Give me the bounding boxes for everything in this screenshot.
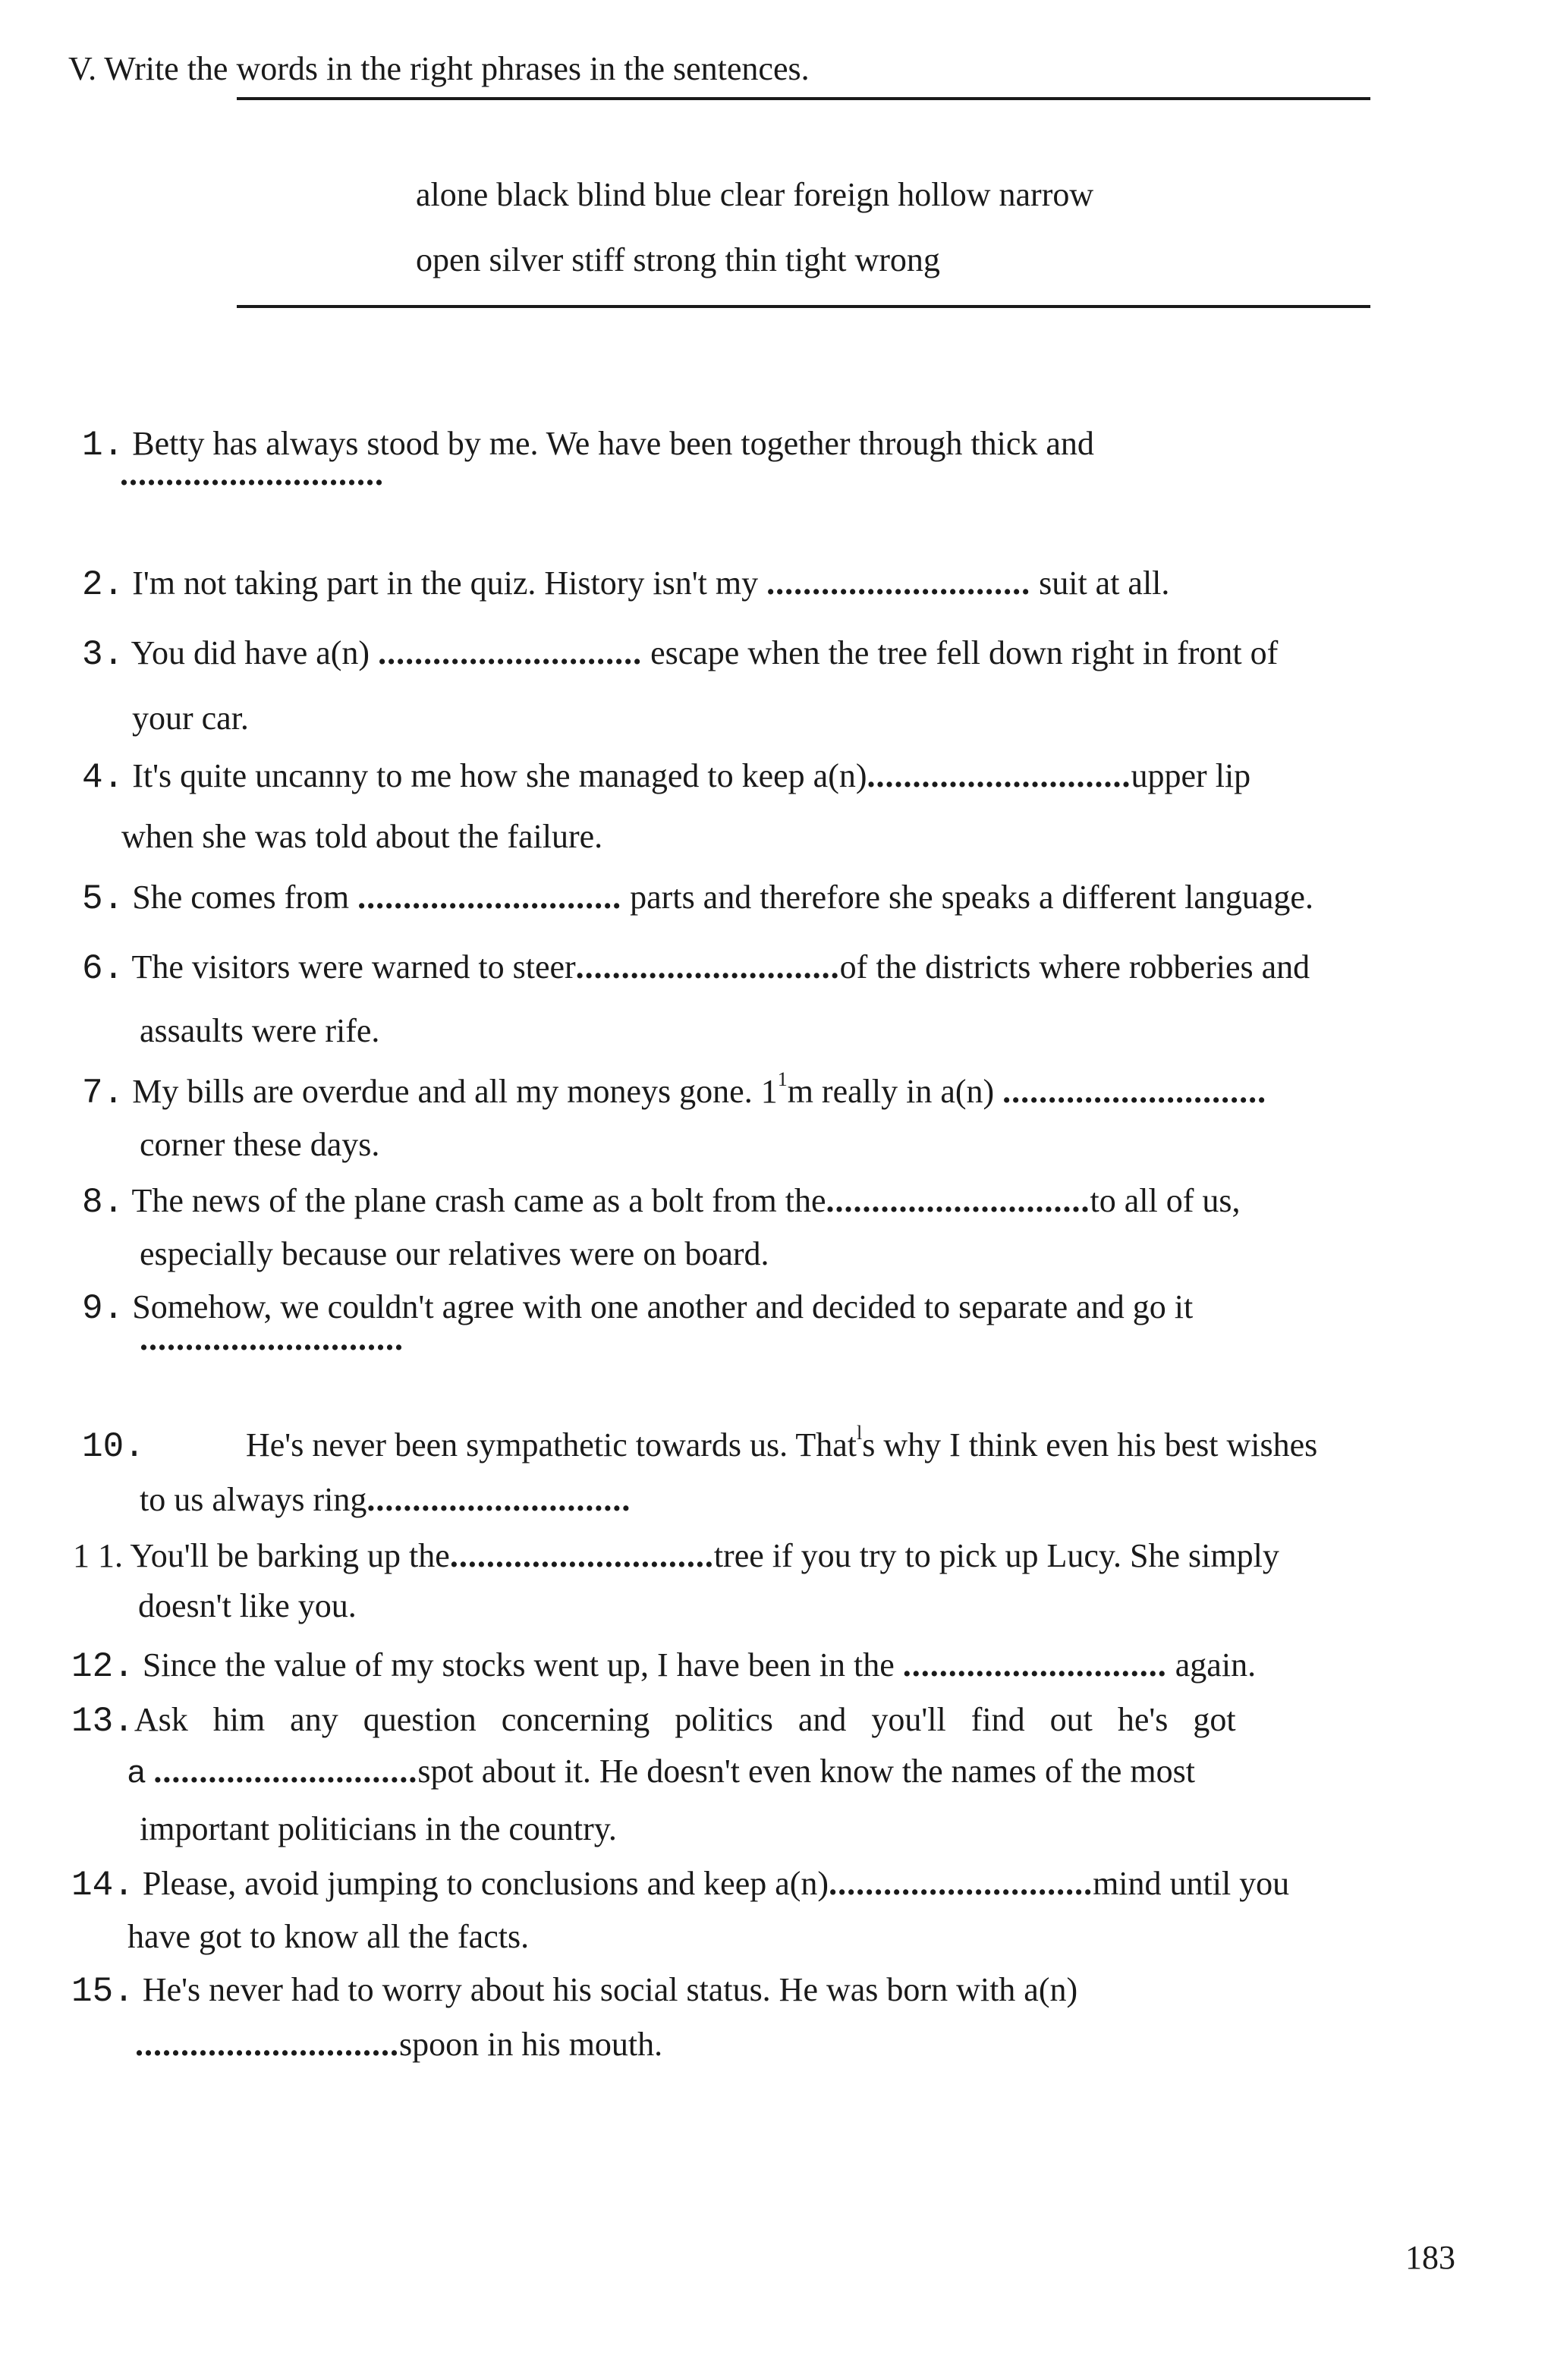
item-number: 9.	[82, 1289, 124, 1328]
item-number: 13.	[71, 1702, 134, 1741]
item-text: He's never been sympathetic towards us. That	[246, 1426, 857, 1464]
answer-blank[interactable]: .............................	[378, 634, 643, 671]
item-15	[71, 1971, 1077, 2012]
item-4-cont: when she was told about the failure.	[121, 818, 603, 855]
item-number: 8.	[82, 1183, 124, 1222]
answer-blank[interactable]: .............................	[902, 1646, 1167, 1684]
answer-blank[interactable]: .............................	[135, 2026, 399, 2063]
item-4	[82, 757, 1250, 798]
item-15-cont	[135, 2026, 662, 2064]
item-10-cont	[140, 1481, 631, 1520]
item-14	[71, 1865, 1289, 1906]
item-text: s why I think even his best wishes	[862, 1426, 1318, 1464]
answer-blank[interactable]: .............................	[366, 1481, 631, 1518]
item-7-cont: corner these days.	[140, 1126, 380, 1163]
answer-blank[interactable]: .............................	[867, 757, 1131, 794]
item-text: You did have a(n)	[131, 634, 370, 671]
item-number: 12.	[71, 1647, 134, 1687]
top-rule	[237, 97, 1370, 100]
item-10	[82, 1422, 1318, 1467]
answer-blank[interactable]: .............................	[140, 1320, 404, 1357]
item-13	[71, 1701, 1236, 1742]
superscript: 1	[777, 1068, 788, 1090]
item-text: of the districts where robberies and	[839, 948, 1310, 986]
item-13-cont	[127, 1753, 1195, 1791]
item-2	[82, 564, 1169, 605]
item-text: He's never had to worry about his social status. He was born with a(n)	[142, 1971, 1078, 2008]
item-text: to us always ring	[140, 1481, 367, 1518]
item-11-cont: doesn't like you.	[138, 1587, 357, 1624]
item-text: spot about it. He doesn't even know the names of the most	[417, 1753, 1195, 1790]
item-text: My bills are overdue and all my moneys gone. 1	[132, 1073, 778, 1110]
answer-blank[interactable]: .............................	[153, 1753, 418, 1790]
item-12	[71, 1646, 1256, 1687]
word-box-line-1: alone black blind blue clear foreign hollow narrow	[416, 176, 1094, 213]
item-text: I'm not taking part in the quiz. History isn't my	[132, 564, 759, 602]
item-text: The news of the plane crash came as a bolt from the	[131, 1182, 826, 1219]
item-text: upper lip	[1131, 757, 1251, 794]
item-text: She comes from	[132, 879, 350, 916]
item-3	[82, 634, 1278, 675]
item-text: Somehow, we couldn't agree with one another and decided to separate and go it	[132, 1288, 1194, 1325]
item-7	[82, 1068, 1267, 1114]
item-8-cont: especially because our relatives were on board.	[140, 1235, 769, 1272]
item-6-cont: assaults were rife.	[140, 1012, 380, 1049]
item-13-cont-2: important politicians in the country.	[140, 1810, 617, 1847]
answer-blank[interactable]: .............................	[449, 1537, 714, 1574]
item-text: It's quite uncanny to me how she managed to keep a(n)	[132, 757, 867, 794]
item-number: 3.	[82, 635, 124, 674]
item-text: Since the value of my stocks went up, I have been in the	[142, 1646, 895, 1684]
superscript: l	[857, 1422, 863, 1444]
item-6	[82, 948, 1310, 989]
item-number: 10.	[82, 1427, 145, 1467]
item-number: 1.	[82, 426, 124, 465]
item-text: The visitors were warned to steer	[131, 948, 576, 986]
item-text: escape when the tree fell down right in front of	[650, 634, 1279, 671]
item-number: 5.	[82, 879, 124, 919]
item-text: tree if you try to pick up Lucy. She simply	[713, 1537, 1279, 1574]
item-14-cont: have got to know all the facts.	[127, 1918, 530, 1955]
item-text: Please, avoid jumping to conclusions and keep a(n)	[142, 1865, 829, 1902]
answer-blank[interactable]: .............................	[357, 879, 622, 916]
answer-blank[interactable]: .............................	[826, 1182, 1090, 1219]
item-text: You'll be barking up the	[130, 1537, 450, 1574]
item-number: 15.	[71, 1972, 134, 2011]
answer-blank[interactable]: .............................	[766, 564, 1031, 602]
item-text: m really in a(n)	[787, 1073, 995, 1110]
item-number: 4.	[82, 758, 124, 797]
item-number: 6.	[82, 949, 124, 989]
item-number: 14.	[71, 1866, 134, 1905]
answer-blank[interactable]: .............................	[575, 948, 840, 986]
item-3-cont: your car.	[132, 700, 249, 737]
item-text: mind until you	[1093, 1865, 1290, 1902]
page-number: 183	[1405, 2239, 1455, 2276]
item-text: suit at all.	[1039, 564, 1170, 602]
exercise-heading: V. Write the words in the right phrases in the sentences.	[68, 50, 810, 87]
item-text: again.	[1175, 1646, 1257, 1684]
item-number: 1 1.	[73, 1537, 123, 1574]
item-text: to all of us,	[1090, 1182, 1241, 1219]
item-8	[82, 1182, 1241, 1223]
item-text: Betty has always stood by me. We have been together through thick and	[132, 425, 1094, 462]
word-box-line-2: open silver stiff strong thin tight wrong	[416, 241, 940, 278]
item-letter: a	[127, 1753, 146, 1789]
answer-blank[interactable]: .............................	[829, 1865, 1093, 1902]
bottom-rule	[237, 305, 1370, 308]
item-11	[73, 1537, 1279, 1576]
item-text: parts and therefore she speaks a different language.	[630, 879, 1313, 916]
item-text: Ask him any question concerning politics and you'll find out he's got	[134, 1701, 1236, 1738]
item-text: spoon in his mouth.	[399, 2026, 663, 2063]
answer-blank[interactable]: .............................	[1002, 1073, 1267, 1110]
answer-blank[interactable]: .............................	[120, 455, 384, 492]
item-5	[82, 879, 1313, 920]
item-number: 7.	[82, 1074, 124, 1113]
item-number: 2.	[82, 565, 124, 605]
